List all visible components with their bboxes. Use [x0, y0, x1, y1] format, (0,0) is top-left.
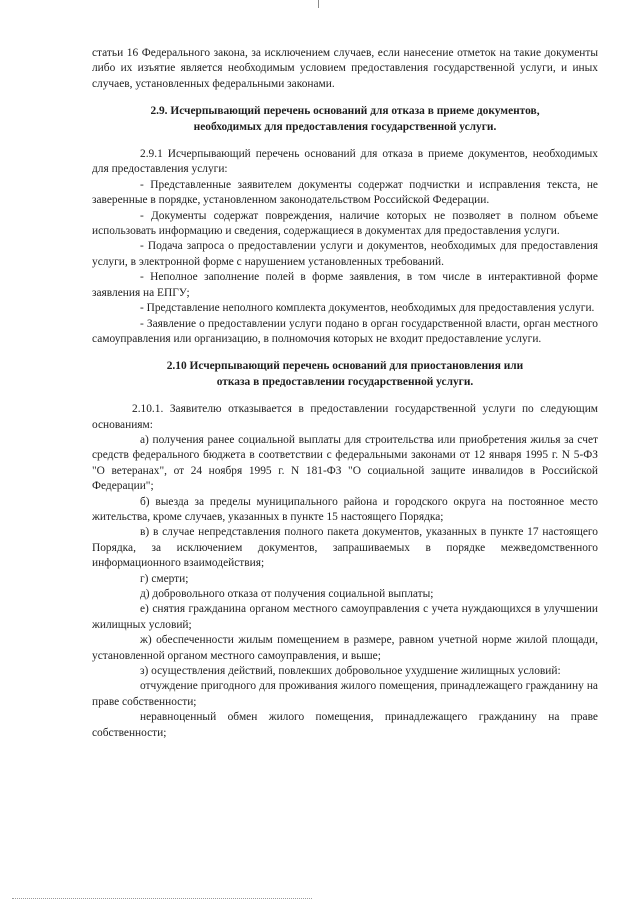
section-heading-line: 2.9. Исчерпывающий перечень оснований для отказа в приеме документов,	[150, 105, 540, 118]
list-item: г) смерти;	[140, 572, 189, 585]
list-item: - Представленные заявителем документы содержат подчистки и исправления текста, не заверенные в порядке, установленном законодательством Российской Федерации.	[92, 178, 598, 207]
list-item: - Подача запроса о предоставлении услуги и документов, необходимых для предоставления услуги, в электронной форме с нарушением установленных требований.	[92, 240, 598, 268]
section-heading-line: необходимых для предоставления государственной услуги.	[193, 120, 497, 133]
list-item: в) в случае непредставления полного пакета документов, указанных в пункте 17 настоящего Порядка, за исключением документов, запрашиваемых в порядке межведомственного информационного взаимодействия;	[92, 526, 598, 570]
list-item: неравноценный обмен жилого помещения, принадлежащего гражданину на праве собственности;	[92, 711, 598, 739]
list-item: е) снятия гражданина органом местного самоуправления с учета нуждающихся в улучшении жилищных условий;	[92, 603, 598, 631]
list-item: - Документы содержат повреждения, наличие которых не позволяет в полном объеме использовать информацию и сведения, содержащиеся в документах для предоставления услуги.	[92, 209, 598, 238]
section-2-10-heading	[92, 359, 598, 390]
list-item: - Заявление о предоставлении услуги подано в орган государственной власти, орган местного самоуправления или организацию, в полномочия которых не входит предоставление услуги.	[92, 317, 598, 345]
list-item: - Неполное заполнение полей в форме заявления, в том числе в интерактивной форме заявления на ЕПГУ;	[92, 271, 598, 299]
paragraph-2-10-1: 2.10.1. Заявителю отказывается в предоставлении государственной услуги по следующим основаниям:	[92, 403, 598, 431]
list-item: з) осуществления действий, повлекших добровольное ухудшение жилищных условий:	[140, 665, 561, 678]
list-item: д) добровольного отказа от получения социальной выплаты;	[140, 588, 434, 600]
intro-paragraph: статьи 16 Федерального закона, за исключением случаев, если нанесение отметок на такие документы либо их изъятие является необходимым условием предоставления государственной услуги, и иных случаев, установленных федеральными законами.	[92, 47, 598, 90]
section-heading-line: отказа в предоставлении государственной услуги.	[216, 375, 474, 388]
footer-dotted-rule	[12, 898, 312, 899]
list-item: - Представление неполного комплекта документов, необходимых для предоставления услуги.	[140, 302, 595, 315]
paragraph-2-9-1: 2.9.1 Исчерпывающий перечень оснований для отказа в приеме документов, необходимых для предоставления услуги:	[92, 148, 598, 176]
list-item: ж) обеспеченности жилым помещением в размере, равном учетной норме жилой площади, установленной органом местного самоуправления, и выше;	[92, 634, 598, 662]
list-item: отчуждение пригодного для проживания жилого помещения, принадлежащего гражданину на праве собственности;	[92, 680, 598, 708]
section-2-9-heading	[92, 104, 598, 135]
scan-mark	[318, 0, 319, 8]
document-page	[92, 46, 598, 741]
list-item: б) выезда за пределы муниципального района и городского округа на постоянное место жительства, кроме случаев, указанных в пункте 15 настоящего Порядка;	[92, 495, 598, 523]
list-item: а) получения ранее социальной выплаты для строительства или приобретения жилья за счет средств федерального бюджета в соответствии с федеральными законами от 12 января 1995 г. N 5-ФЗ "О ветеранах", от 24 ноября 1995 г. N 181-ФЗ "О социальной защите инвалидов в Российской Федерации";	[92, 433, 598, 493]
section-heading-line: 2.10 Исчерпывающий перечень оснований для приостановления или	[166, 360, 524, 373]
